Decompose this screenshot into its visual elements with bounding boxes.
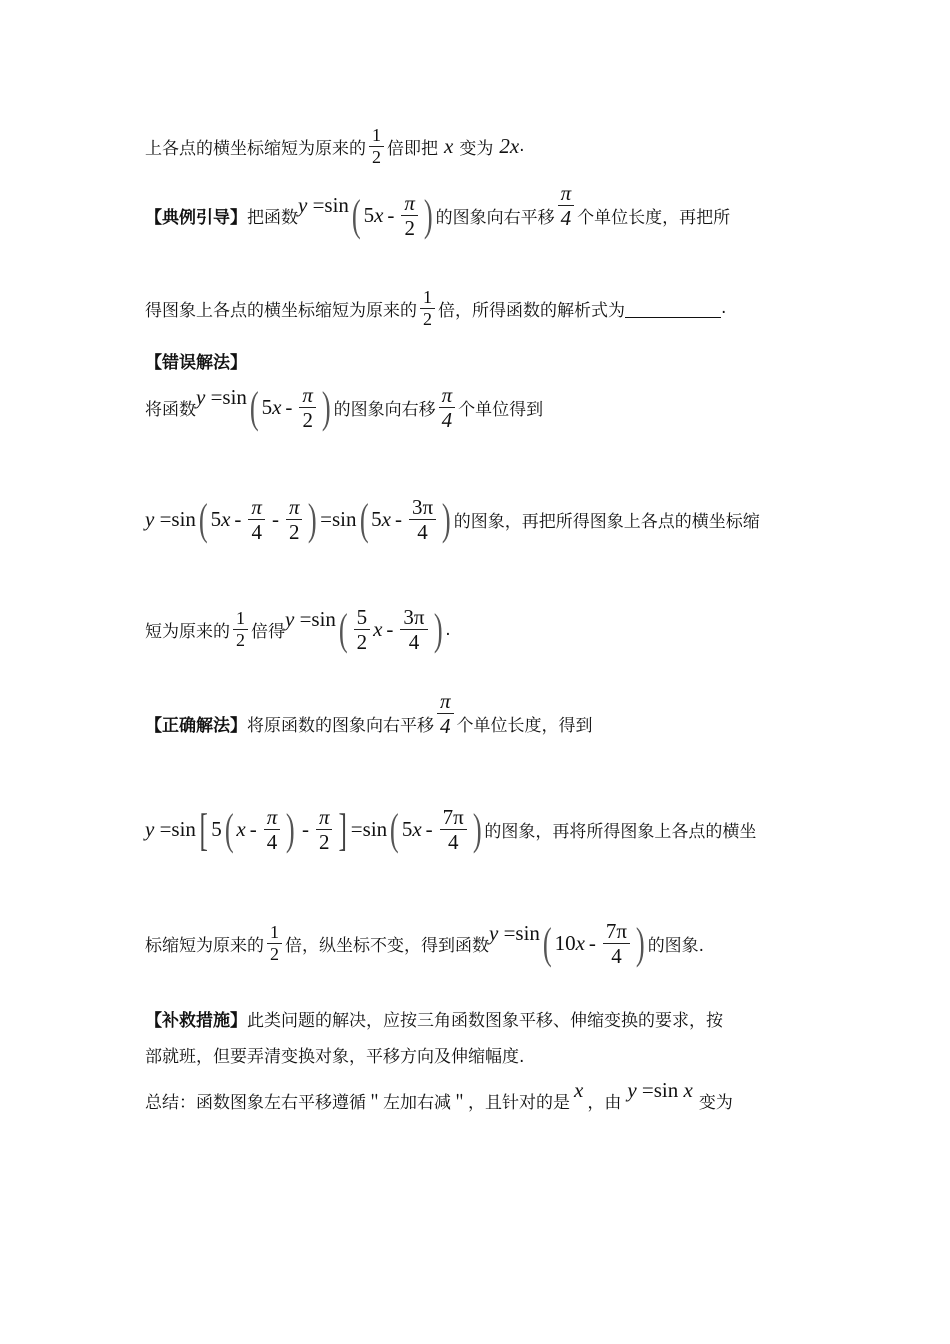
text: 标缩短为原来的	[145, 936, 264, 957]
text: 变为	[459, 138, 494, 159]
fraction-pi-over-4: $\frac{\pi}{4}$	[437, 690, 454, 737]
text: 得图象上各点的横坐标缩短为原来的	[145, 300, 417, 321]
text: 的图象向右平移	[435, 208, 555, 229]
text: 个单位得到	[458, 400, 544, 421]
example-line-1	[145, 181, 731, 241]
fraction-one-half: $\frac{1}{2}$	[233, 609, 248, 650]
paren-group: ( $\frac{5}{2}$ x - $\frac{3\pi}{4}$ )	[338, 604, 443, 655]
summary-line	[145, 1078, 733, 1113]
answer-blank[interactable]	[625, 299, 721, 318]
text: 将函数	[145, 400, 196, 421]
example-line-2	[145, 288, 726, 329]
remedy-line-2	[145, 1042, 524, 1067]
fraction-3pi-over-4: $\frac{3\pi}{4}$	[400, 606, 427, 653]
paren-group: ( 5 x - $\frac{\pi}{2}$ )	[249, 382, 331, 433]
text: 个单位长度，再把所	[577, 208, 731, 229]
intro-line	[145, 126, 525, 167]
text: ，由	[587, 1093, 622, 1113]
wrong-line-3	[145, 606, 451, 653]
fraction-one-half: $\frac{1}{2}$	[420, 288, 435, 329]
text: 变为	[698, 1093, 733, 1113]
expr-2x: 2x	[499, 133, 520, 158]
text: 的图象，再将所得图象上各点的横坐	[484, 822, 757, 843]
formula: y =sin	[285, 607, 336, 632]
fraction-pi-over-2: $\frac{\pi}{2}$	[299, 384, 316, 431]
formula: y =sin x	[627, 1078, 693, 1102]
text: 把函数	[247, 208, 298, 229]
fraction-pi-over-4: $\frac{\pi}{4}$	[439, 384, 456, 431]
wrong-line-2: y =sin ( 5 x - $\frac{\pi}{4}$ - $\frac{\pi}{2}$ ) =sin ( 5 x - $\frac{3\pi}{4}$ ) 的图象，再把所得图象上各点的横坐标缩	[145, 494, 760, 545]
paren-group: ( 5 x - $\frac{\pi}{4}$ - $\frac{\pi}{2}$ )	[198, 494, 318, 545]
text: 倍，纵坐标不变，得到函数	[285, 936, 489, 957]
fraction-5-over-2: $\frac{5}{2}$	[354, 606, 371, 653]
wrong-label: 【错误解法】	[145, 353, 247, 373]
formula: y =sin	[489, 921, 540, 946]
fraction-one-half: $\frac{1}{2}$	[369, 126, 384, 167]
var-x: x	[444, 133, 454, 158]
paren-group: ( 5 x - $\frac{7\pi}{4}$ )	[390, 804, 482, 855]
correct-line-1	[145, 689, 593, 747]
formula: y =sin	[298, 193, 349, 218]
text: 的图象.	[647, 936, 705, 957]
remedy-line-1	[145, 1006, 723, 1031]
paren-group: ( 10 x - $\frac{7\pi}{4}$ )	[542, 918, 645, 969]
period: .	[721, 298, 727, 319]
var-x: x	[574, 1078, 584, 1102]
fraction-pi-over-4: $\frac{\pi}{4}$	[264, 806, 281, 853]
wrong-line-1	[145, 384, 543, 431]
text: 短为原来的	[145, 622, 230, 643]
correct-line-3	[145, 920, 704, 967]
fraction-7pi-over-4: $\frac{7\pi}{4}$	[603, 920, 630, 967]
fraction-pi-over-2: $\frac{\pi}{2}$	[401, 192, 418, 239]
text: 倍，所得函数的解析式为	[438, 300, 625, 321]
text: 倍得	[251, 622, 285, 643]
fraction-pi-over-2: $\frac{\pi}{2}$	[316, 806, 333, 853]
example-label: 【典例引导】	[145, 208, 247, 229]
text: 将原函数的图象向右平移	[247, 716, 434, 737]
remedy-label: 【补救措施】	[145, 1011, 247, 1031]
text: 的图象向右移	[333, 400, 436, 421]
fraction-3pi-over-4: $\frac{3\pi}{4}$	[409, 496, 436, 543]
fraction-one-half: $\frac{1}{2}$	[267, 923, 282, 964]
paren-group: ( 5 x - $\frac{\pi}{2}$ )	[351, 190, 433, 241]
formula: y =sin	[196, 385, 247, 410]
formula: y =sin	[145, 507, 196, 532]
fraction-pi-over-4: $\frac{\pi}{4}$	[248, 496, 265, 543]
period: .	[445, 619, 451, 640]
correct-label: 【正确解法】	[145, 716, 247, 737]
formula: y =sin	[145, 817, 196, 842]
text: 倍即把	[387, 138, 438, 159]
text: 总结：函数图象左右平移遵循＂左加右减＂，且针对的是	[145, 1093, 570, 1113]
text: 部就班，但要弄清变换对象，平移方向及伸缩幅度.	[145, 1047, 525, 1067]
text: 此类问题的解决，应按三角函数图象平移、伸缩变换的要求，按	[247, 1011, 723, 1031]
text: 上各点的横坐标缩短为原来的	[145, 138, 366, 159]
fraction-pi-over-4: $\frac{\pi}{4}$	[558, 182, 575, 229]
paren-group: ( x - $\frac{\pi}{4}$ )	[224, 804, 296, 855]
period: .	[519, 136, 525, 157]
fraction-7pi-over-4: $\frac{7\pi}{4}$	[440, 806, 467, 853]
bracket-group: [ 5 ( x - $\frac{\pi}{4}$ ) - $\frac{\pi}{2}$ ]	[199, 803, 348, 855]
wrong-heading	[145, 348, 247, 373]
text: 个单位长度，得到	[456, 716, 593, 737]
text: 的图象，再把所得图象上各点的横坐标缩	[453, 512, 760, 533]
correct-line-2: y =sin [ 5 ( x - $\frac{\pi}{4}$ ) - $\frac{\pi}{2}$ ] =sin ( 5 x - $\frac{7\pi}{4}$ ) 的图象，再将所得图象上各点的横坐	[145, 803, 757, 855]
fraction-pi-over-2: $\frac{\pi}{2}$	[286, 496, 303, 543]
paren-group: ( 5 x - $\frac{3\pi}{4}$ )	[359, 494, 451, 545]
